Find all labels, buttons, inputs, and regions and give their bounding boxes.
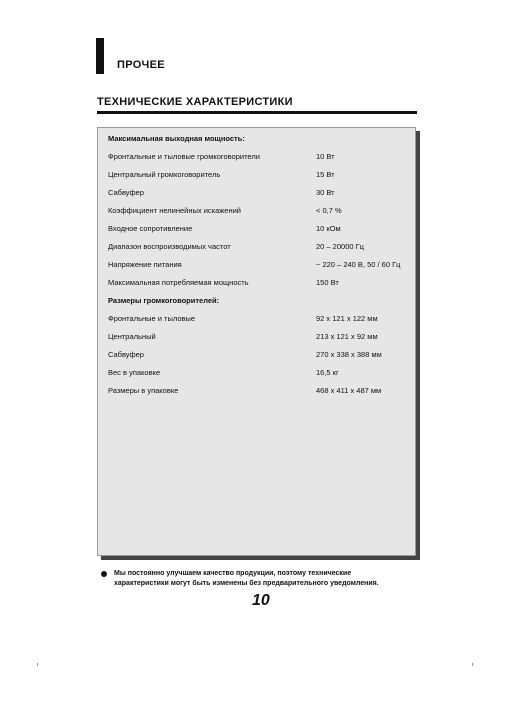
spec-label: Фронтальные и тыловые bbox=[108, 314, 196, 323]
spec-label: Сабвуфер bbox=[108, 350, 144, 359]
spec-label: Напряжение питания bbox=[108, 260, 182, 269]
spec-row bbox=[108, 384, 408, 398]
spec-row bbox=[108, 330, 408, 344]
spec-value: 270 x 338 x 388 мм bbox=[316, 350, 382, 359]
spec-row bbox=[108, 366, 408, 380]
spec-heading: ТЕХНИЧЕСКИЕ ХАРАКТЕРИСТИКИ bbox=[97, 96, 293, 108]
section-marker-bar bbox=[96, 38, 104, 74]
spec-label: Коэффициент нелинейных искажений bbox=[108, 206, 241, 215]
spec-row bbox=[108, 258, 408, 272]
crop-mark bbox=[472, 663, 473, 666]
spec-value: 468 x 411 x 487 мм bbox=[316, 386, 382, 395]
spec-label: Центральный громкоговоритель bbox=[108, 170, 221, 179]
spec-label: Фронтальные и тыловые громкоговорители bbox=[108, 152, 260, 161]
spec-label: Размеры в упаковке bbox=[108, 386, 179, 395]
spec-group-output-power bbox=[108, 132, 408, 146]
page-number: 10 bbox=[252, 592, 270, 609]
spec-value: 92 x 121 x 122 мм bbox=[316, 314, 378, 323]
spec-row bbox=[108, 222, 408, 236]
spec-row bbox=[108, 348, 408, 362]
spec-row bbox=[108, 312, 408, 326]
footnote-text: Мы постоянно улучшаем качество продукции, поэтому технические характеристики могут быть изменены без предварительного уведомления. bbox=[114, 570, 379, 587]
section-title: ПРОЧЕЕ bbox=[117, 59, 165, 71]
spec-row bbox=[108, 168, 408, 182]
spec-label: Центральный bbox=[108, 332, 156, 341]
spec-value: 20 – 20000 Гц bbox=[316, 242, 364, 251]
spec-value: 16,5 кг bbox=[316, 368, 339, 377]
spec-label: Размеры громкоговорителей: bbox=[108, 296, 220, 305]
spec-label: Диапазон воспроизводимых частот bbox=[108, 242, 231, 251]
spec-value: 213 x 121 x 92 мм bbox=[316, 332, 378, 341]
spec-label: Вес в упаковке bbox=[108, 368, 161, 377]
spec-label: Сабвуфер bbox=[108, 188, 144, 197]
spec-row bbox=[108, 240, 408, 254]
spec-label: Входное сопротивление bbox=[108, 224, 193, 233]
spec-row bbox=[108, 204, 408, 218]
spec-panel bbox=[97, 127, 416, 556]
spec-row bbox=[108, 186, 408, 200]
spec-value: 10 Вт bbox=[316, 152, 335, 161]
spec-row bbox=[108, 276, 408, 290]
spec-label: Максимальная потребляемая мощность bbox=[108, 278, 249, 287]
bullet-icon bbox=[101, 571, 107, 577]
crop-mark bbox=[37, 663, 38, 666]
heading-rule bbox=[97, 111, 417, 114]
spec-value: ~ 220 – 240 В, 50 / 60 Гц bbox=[316, 260, 401, 269]
spec-value: 30 Вт bbox=[316, 188, 335, 197]
spec-value: 150 Вт bbox=[316, 278, 339, 287]
spec-value: 10 кОм bbox=[316, 224, 341, 233]
spec-group-speaker-dimensions bbox=[108, 294, 408, 308]
spec-value: < 0,7 % bbox=[316, 206, 342, 215]
spec-label: Максимальная выходная мощность: bbox=[108, 134, 245, 143]
spec-value: 15 Вт bbox=[316, 170, 335, 179]
spec-row bbox=[108, 150, 408, 164]
